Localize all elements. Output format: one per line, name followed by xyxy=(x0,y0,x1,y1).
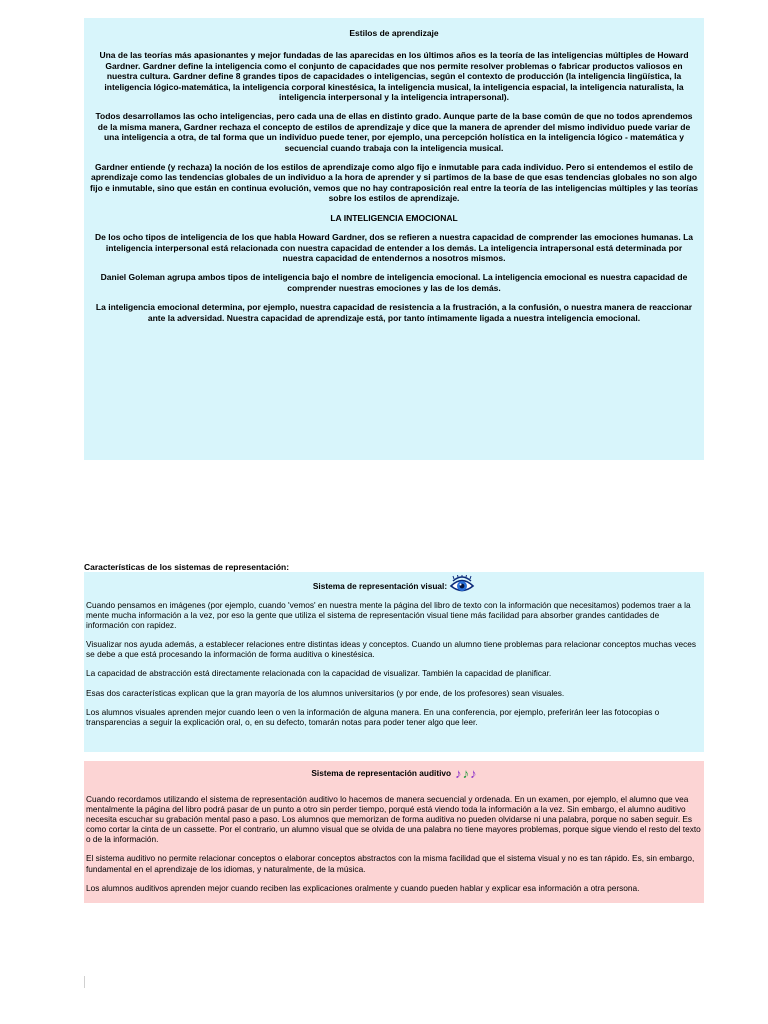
paragraph: Una de las teorías más apasionantes y mejor fundadas de las aparecidas en los últimos años es la teoría de las inteligencias múltiples de Howard Gardner. Gardner define la inteligencia como el conjunto de capacidades que nos permite resolver problemas o fabricar productos valiosos en nuestra cultura. Gardner define 8 grandes tipos de capacidades o inteligencias, según el contexto de producción (la inteligencia lingüística, la inteligencia lógico-matemática, la inteligencia corporal kinestésica, la inteligencia musical, la inteligencia espacial, la inteligencia naturalista, la inteligencia interpersonal y la inteligencia intrapersonal). xyxy=(99,50,689,103)
paragraph: Los alumnos visuales aprenden mejor cuando leen o ven la información de alguna manera. En una conferencia, por ejemplo, preferirán leer las fotocopias o transparencias a seguir la explicación oral, o, en su defecto, tomarán notas para poder tener algo que leer. xyxy=(86,706,660,727)
visual-heading-row xyxy=(86,572,702,600)
paragraph: Daniel Goleman agrupa ambos tipos de inteligencia bajo el nombre de inteligencia emocional. La inteligencia emocional es nuestra capacidad de comprender nuestras emociones y las de los demás. xyxy=(100,272,688,293)
paragraph: Los alumnos auditivos aprenden mejor cuando reciben las explicaciones oralmente y cuando pueden hablar y explicar esa información a otra persona. xyxy=(86,882,640,893)
paragraph: Esas dos características explican que la gran mayoría de los alumnos universitarios (y por ende, de los profesores) sean visuales. xyxy=(86,687,565,698)
paragraph: Todos desarrollamos las ocho inteligencias, pero cada una de ellas en distinto grado. Aunque parte de la base común de que no todos aprendemos de la misma manera, Gardner rechaza el concepto de estilos de aprendizaje y dice que la manera de aprender del mismo individuo puede variar de una inteligencia a otra, de tal forma que un individuo puede tener, por ejemplo, una percepción holística en la inteligencia lógico - matemática y secuencial cuando trabaja con la inteligencia musical. xyxy=(95,111,693,153)
page-marker xyxy=(84,976,85,988)
paragraph: El sistema auditivo no permite relacionar conceptos o elaborar conceptos abstractos con la misma facilidad que el sistema visual y no es tan rápido. Es, sin embargo, fundamental en el aprendizaje de los idiomas, y naturalmente, de la música. xyxy=(86,853,695,874)
learning-styles-section xyxy=(84,18,704,460)
visual-heading: Sistema de representación visual: xyxy=(312,580,448,591)
music-note-icon: ♪ xyxy=(455,766,462,781)
auditory-heading: Sistema de representación auditivo xyxy=(311,768,452,779)
visual-system-section xyxy=(84,572,704,752)
section-title: Estilos de aprendizaje xyxy=(349,28,439,38)
paragraph: Cuando recordamos utilizando el sistema de representación auditivo lo hacemos de manera secuencial y ordenada. En un examen, por ejemplo, el alumno que vea mentalmente la página del libro podrá pasar de un punto a otro sin perder tiempo, porqué está viendo toda la información a la vez. Sin embargo, el alumno auditivo necesita escuchar su grabación mental paso a paso. Los alumnos que memorizan de forma auditiva no pueden olvidarse ni una palabra, porque no saben seguir. Es como cortar la cinta de un cassette. Por el contrario, un alumno visual que se olvida de una palabra no tiene mayores problemas, porque sigue viendo el resto del texto o de la información. xyxy=(86,794,701,845)
section-subtitle: LA INTELIGENCIA EMOCIONAL xyxy=(330,212,458,223)
music-note-icon: ♪ xyxy=(462,766,470,781)
eye-icon xyxy=(449,575,475,597)
paragraph: Visualizar nos ayuda además, a establecer relaciones entre distintas ideas y conceptos. Cuando un alumno tiene problemas para relacionar conceptos muchas veces se debe a que está procesando la información de forma auditiva o kinestésica. xyxy=(86,639,697,660)
paragraph: Gardner entiende (y rechaza) la noción de los estilos de aprendizaje como algo fijo e inmutable para cada individuo. Pero si entendemos el estilo de aprendizaje como las tendencias globales de un individuo a la hora de aprender y si partimos de la base de que esas tendencias globales no son algo fijo e inmutable, sino que están en continua evolución, vemos que no hay contraposición real entre la teoría de las inteligencias múltiples y las teorías sobre los estilos de aprendizaje. xyxy=(90,162,698,204)
characteristics-heading: Características de los sistemas de representación: xyxy=(84,562,290,572)
music-notes-icon xyxy=(455,767,477,780)
music-note-icon: ♪ xyxy=(470,766,477,781)
auditory-heading-row xyxy=(86,767,702,780)
paragraph: La inteligencia emocional determina, por ejemplo, nuestra capacidad de resistencia a la frustración, a la confusión, o nuestra manera de reaccionar ante la adversidad. Nuestra capacidad de aprendizaje está, por tanto íntimamente ligada a nuestra inteligencia emocional. xyxy=(95,302,693,323)
paragraph: La capacidad de abstracción está directamente relacionada con la capacidad de visualizar. También la capacidad de planificar. xyxy=(86,668,552,679)
auditory-system-section xyxy=(84,761,704,903)
paragraph: Cuando pensamos en imágenes (por ejemplo, cuando 'vemos' en nuestra mente la página del libro de texto con la información que necesitamos) podemos traer a la mente mucha información a la vez, por eso la gente que utiliza el sistema de representación visual tiene más facilidad para absorber grandes cantidades de información con rapidez. xyxy=(86,600,691,631)
paragraph: De los ocho tipos de inteligencia de los que habla Howard Gardner, dos se refieren a nuestra capacidad de comprender las emociones humanas. La inteligencia interpersonal está relacionada con nuestra capacidad de entender a los demás. La inteligencia intrapersonal está determinada por nuestra capacidad de entendernos a nosotros mismos. xyxy=(94,232,693,263)
